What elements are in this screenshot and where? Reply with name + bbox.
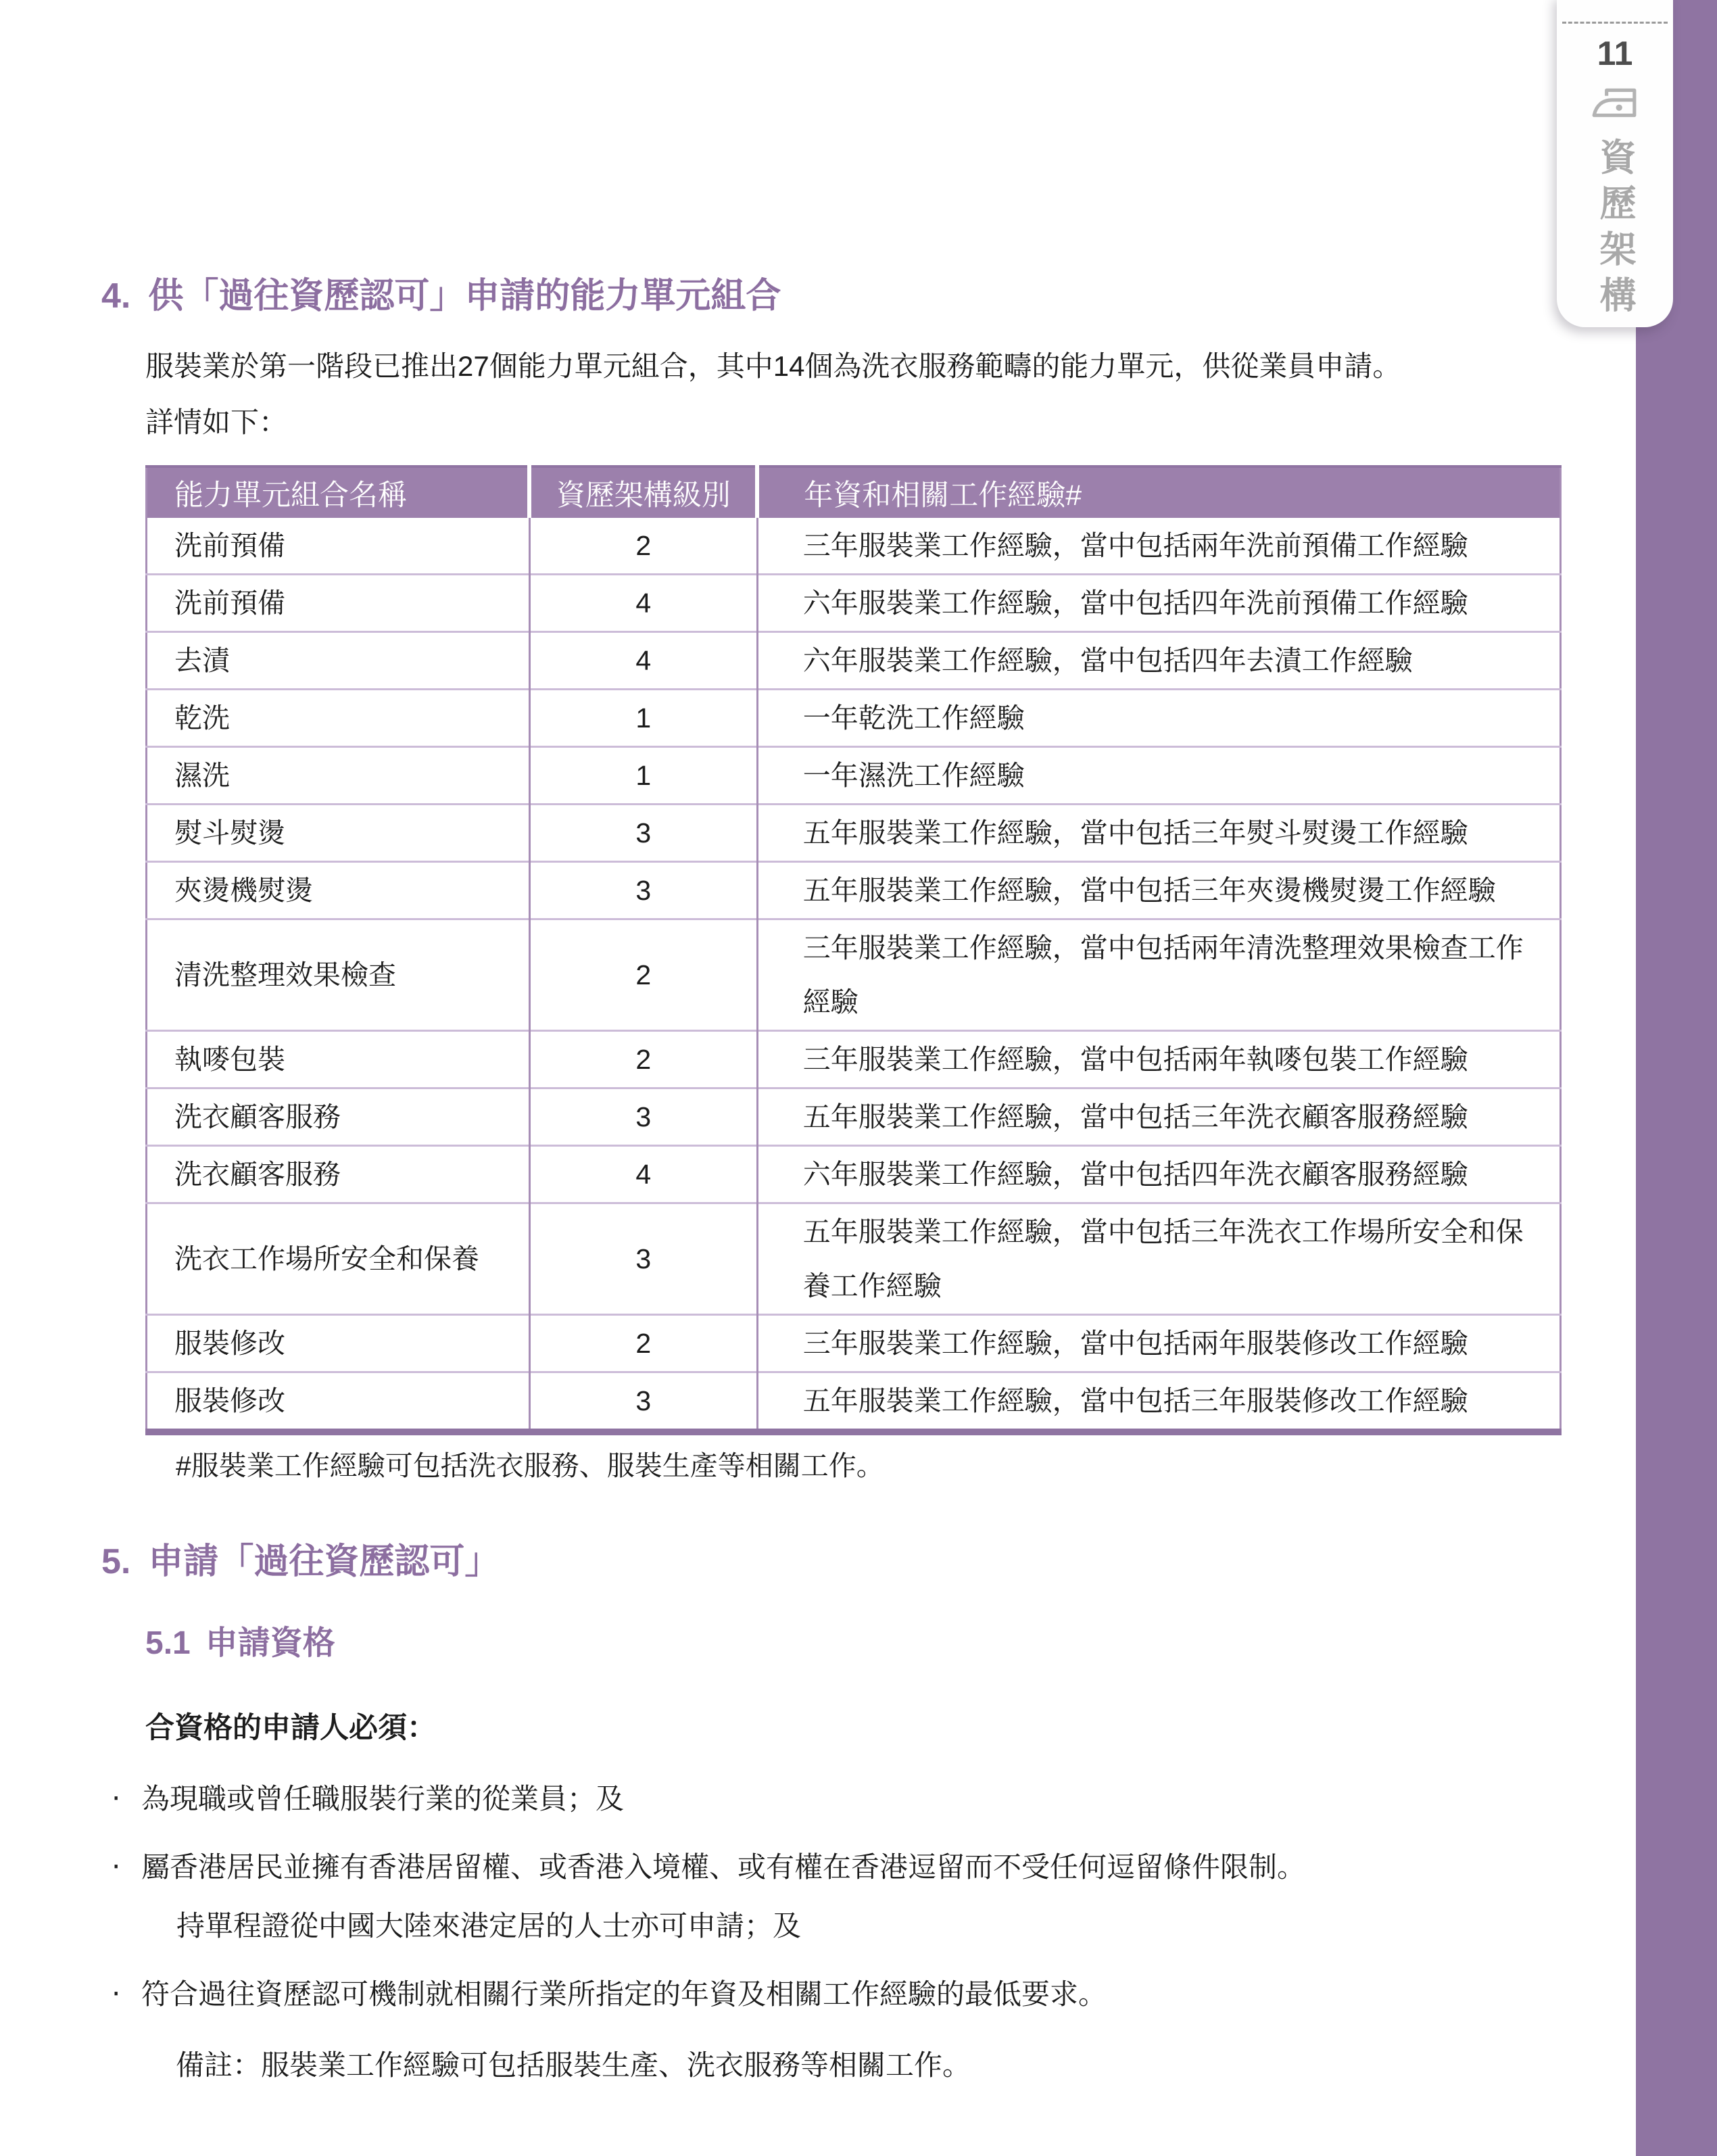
- cell-experience: 一年乾洗工作經驗: [757, 690, 1560, 747]
- cell-experience: 三年服裝業工作經驗，當中包括兩年執嘜包裝工作經驗: [757, 1031, 1560, 1088]
- section4-intro-line1: 服裝業於第一階段已推出27個能力單元組合，其中14個為洗衣服務範疇的能力單元，供從業員申請。: [145, 350, 1401, 383]
- section5-number: 5.: [101, 1542, 131, 1582]
- main-content: [101, 0, 1575, 2082]
- page-tab: [1557, 0, 1673, 327]
- cell-experience: 五年服裝業工作經驗，當中包括三年熨斗熨燙工作經驗: [757, 805, 1560, 862]
- section4-title: 供「過往資歷認可」申請的能力單元組合: [148, 277, 781, 316]
- cell-experience: 六年服裝業工作經驗，當中包括四年洗前預備工作經驗: [757, 575, 1560, 632]
- bullet-text: 為現職或曾任職服裝行業的從業員；及: [141, 1783, 625, 1815]
- cell-qf-level: 4: [529, 575, 757, 632]
- bullet-dot-icon: ‧: [112, 1783, 121, 1815]
- chapter-vertical-title: 資歷架構: [1595, 138, 1635, 322]
- cell-unit-name: 熨斗熨燙: [147, 805, 530, 862]
- table-row: [147, 1372, 1561, 1433]
- table-row: [147, 632, 1561, 690]
- section4-intro-line2: 詳情如下：: [145, 406, 288, 439]
- section4-number: 4.: [101, 277, 131, 316]
- cell-unit-name: 執嘜包裝: [147, 1031, 530, 1088]
- cell-unit-name: 清洗整理效果檢查: [147, 919, 530, 1031]
- list-item: [112, 1783, 1575, 1815]
- cell-experience: 五年服裝業工作經驗，當中包括三年洗衣工作場所安全和保養工作經驗: [757, 1203, 1560, 1315]
- section5-1-title: 申請資格: [205, 1625, 335, 1661]
- table-row: [147, 1088, 1561, 1146]
- section5-heading: [101, 1543, 1575, 1581]
- bullet-dot-icon: ‧: [112, 1978, 121, 2011]
- cell-unit-name: 濕洗: [147, 747, 530, 805]
- list-item: [112, 1978, 1575, 2010]
- cell-experience: 三年服裝業工作經驗，當中包括兩年服裝修改工作經驗: [757, 1315, 1560, 1372]
- cell-unit-name: 夾燙機熨燙: [147, 862, 530, 919]
- table-row: [147, 1146, 1561, 1203]
- table-header-row: [147, 466, 1561, 518]
- bullet-text-continued: 持單程證從中國大陸來港定居的人士亦可申請；及: [176, 1910, 802, 1942]
- cell-unit-name: 服裝修改: [147, 1372, 530, 1433]
- cell-unit-name: 洗衣工作場所安全和保養: [147, 1203, 530, 1315]
- cell-experience: 三年服裝業工作經驗，當中包括兩年清洗整理效果檢查工作經驗: [757, 919, 1560, 1031]
- cell-unit-name: 洗前預備: [147, 518, 530, 575]
- page-number: 11: [1597, 34, 1633, 72]
- cell-unit-name: 洗衣顧客服務: [147, 1088, 530, 1146]
- cell-qf-level: 2: [529, 1315, 757, 1372]
- section4-heading: [101, 277, 1575, 315]
- cell-qf-level: 4: [529, 632, 757, 690]
- header-experience: 年資和相關工作經驗#: [757, 466, 1560, 518]
- cell-qf-level: 4: [529, 1146, 757, 1203]
- eligibility-intro: 合資格的申請人必須：: [145, 1712, 436, 1745]
- table-row: [147, 575, 1561, 632]
- cell-unit-name: 去漬: [147, 632, 530, 690]
- section5-title: 申請「過往資歷認可」: [148, 1542, 500, 1582]
- iron-icon: [1591, 84, 1639, 122]
- table-row: [147, 1031, 1561, 1088]
- section5-1-number: 5.1: [145, 1625, 191, 1661]
- bullet-text: 屬香港居民並擁有香港居留權、或香港入境權、或有權在香港逗留而不受任何逗留條件限制。: [141, 1851, 1306, 1884]
- table-row: [147, 747, 1561, 805]
- eligibility-bullet-list: [112, 1783, 1575, 2010]
- table-row: [147, 518, 1561, 575]
- perforation-dashed-line: [1562, 22, 1668, 24]
- cell-qf-level: 1: [529, 690, 757, 747]
- list-item: [112, 1851, 1575, 1942]
- cell-qf-level: 1: [529, 747, 757, 805]
- table-row: [147, 1203, 1561, 1315]
- table-row: [147, 805, 1561, 862]
- cell-experience: 六年服裝業工作經驗，當中包括四年洗衣顧客服務經驗: [757, 1146, 1560, 1203]
- table-row: [147, 862, 1561, 919]
- table-footnote: #服裝業工作經驗可包括洗衣服務、服裝生產等相關工作。: [176, 1450, 884, 1482]
- cell-experience: 五年服裝業工作經驗，當中包括三年夾燙機熨燙工作經驗: [757, 862, 1560, 919]
- cell-experience: 五年服裝業工作經驗，當中包括三年洗衣顧客服務經驗: [757, 1088, 1560, 1146]
- bullet-dot-icon: ‧: [112, 1851, 121, 1884]
- cell-experience: 六年服裝業工作經驗，當中包括四年去漬工作經驗: [757, 632, 1560, 690]
- cell-unit-name: 服裝修改: [147, 1315, 530, 1372]
- cell-qf-level: 3: [529, 1203, 757, 1315]
- cell-qf-level: 3: [529, 1088, 757, 1146]
- table-row: [147, 1315, 1561, 1372]
- cell-unit-name: 洗前預備: [147, 575, 530, 632]
- cell-unit-name: 乾洗: [147, 690, 530, 747]
- header-qf-level: 資歷架構級別: [529, 466, 757, 518]
- cell-qf-level: 3: [529, 805, 757, 862]
- cell-experience: 一年濕洗工作經驗: [757, 747, 1560, 805]
- cell-experience: 三年服裝業工作經驗，當中包括兩年洗前預備工作經驗: [757, 518, 1560, 575]
- competency-unit-table: [145, 465, 1562, 1435]
- cell-qf-level: 2: [529, 1031, 757, 1088]
- cell-unit-name: 洗衣顧客服務: [147, 1146, 530, 1203]
- bullet-text: 符合過往資歷認可機制就相關行業所指定的年資及相關工作經驗的最低要求。: [141, 1978, 1107, 2011]
- cell-experience: 五年服裝業工作經驗，當中包括三年服裝修改工作經驗: [757, 1372, 1560, 1433]
- table-row: [147, 690, 1561, 747]
- cell-qf-level: 2: [529, 518, 757, 575]
- table-row: [147, 919, 1561, 1031]
- section5-1-heading: [145, 1626, 1575, 1661]
- remark-note: 備註：服裝業工作經驗可包括服裝生產、洗衣服務等相關工作。: [176, 2049, 971, 2082]
- cell-qf-level: 3: [529, 1372, 757, 1433]
- cell-qf-level: 2: [529, 919, 757, 1031]
- cell-qf-level: 3: [529, 862, 757, 919]
- header-unit-name: 能力單元組合名稱: [147, 466, 530, 518]
